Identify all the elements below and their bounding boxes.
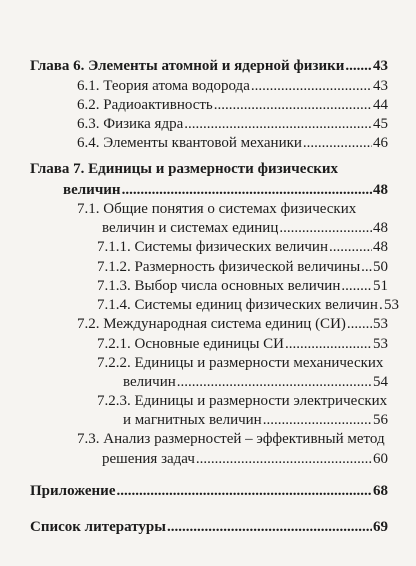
toc-entry-label: и магнитных величин <box>123 412 262 428</box>
toc-entry-label: 6.2. Радиоактивность <box>77 97 213 113</box>
toc-entry-chapter-6[interactable] <box>30 53 388 75</box>
toc-leader-dots <box>303 134 372 152</box>
toc-page-number: 53 <box>383 297 399 313</box>
toc-leader-dots <box>196 450 372 468</box>
toc-entry-7-2-3[interactable] <box>123 407 388 429</box>
toc-entry-label: 7.2. Международная система единиц (СИ) <box>77 316 346 332</box>
toc-page-number: 69 <box>373 519 388 535</box>
toc-leader-dots <box>122 181 372 199</box>
toc-entry-label: величин и системах единиц <box>102 220 279 236</box>
toc-leader-dots <box>285 335 372 353</box>
toc-entry-7-1-line1[interactable]: 7.1. Общие понятия о системах физических <box>77 201 357 217</box>
toc-entry-7-1-1[interactable] <box>97 234 388 256</box>
toc-entry-label: величин <box>123 374 176 390</box>
toc-page-number: 60 <box>373 451 388 467</box>
toc-entry-label: величин <box>63 182 121 198</box>
toc-page-number: 43 <box>373 78 388 94</box>
toc-entry-chapter-7[interactable] <box>63 177 388 199</box>
toc-page-number: 53 <box>373 316 388 332</box>
toc-entry-chapter-7-line1[interactable]: Глава 7. Единицы и размерности физических <box>30 161 339 177</box>
toc-entry-7-3-line1[interactable]: 7.3. Анализ размерностей – эффективный метод <box>77 431 385 447</box>
toc-leader-dots <box>167 518 372 536</box>
toc-page-number: 45 <box>373 116 388 132</box>
toc-entry-label: 7.1.3. Выбор числа основных величин <box>97 278 341 294</box>
toc-leader-dots <box>263 411 372 429</box>
toc-entry-label: Список литературы <box>30 519 166 535</box>
toc-page-number: 46 <box>373 135 388 151</box>
toc-page-number: 48 <box>373 239 388 255</box>
toc-entry-label: 6.4. Элементы квантовой механики <box>77 135 302 151</box>
toc-page-number: 48 <box>373 182 388 198</box>
toc-page-number: 54 <box>373 374 388 390</box>
toc-entry-bibliography[interactable] <box>30 514 388 536</box>
toc-page-number: 68 <box>373 483 388 499</box>
toc-leader-dots <box>177 373 372 391</box>
toc-entry-label: 7.1.4. Системы единиц физических величин <box>97 297 378 313</box>
toc-page-number: 56 <box>373 412 388 428</box>
toc-entry-label: 6.3. Физика ядра <box>77 116 184 132</box>
toc-leader-dots <box>116 482 372 500</box>
toc-entry-appendix[interactable] <box>30 478 388 500</box>
toc-entry-label: 7.1.1. Системы физических величин <box>97 239 328 255</box>
toc-entry-7-3[interactable] <box>102 446 388 468</box>
toc-entry-7-2[interactable] <box>77 311 388 333</box>
toc-entry-7-2-3-line1[interactable]: 7.2.3. Единицы и размерности электрических <box>97 393 388 409</box>
toc-entry-7-2-1[interactable] <box>97 331 388 353</box>
toc-entry-7-2-2[interactable] <box>123 369 388 391</box>
toc-entry-label: 6.1. Теория атома водорода <box>77 78 250 94</box>
toc-page-number: 53 <box>373 336 388 352</box>
toc-page-number: 48 <box>373 220 388 236</box>
toc-entry-label: Приложение <box>30 483 116 499</box>
toc-page-number: 44 <box>373 97 388 113</box>
toc-entry-6-4[interactable] <box>77 130 388 152</box>
toc-page-number: 50 <box>373 259 388 275</box>
toc-entry-label: решения задач <box>102 451 195 467</box>
toc-page-number: 51 <box>373 278 388 294</box>
toc-entry-label: Глава 6. Элементы атомной и ядерной физики <box>30 58 345 74</box>
toc-entry-label: 7.2.1. Основные единицы СИ <box>97 336 284 352</box>
toc-page-number: 43 <box>373 58 388 74</box>
toc-entry-label: 7.1.2. Размерность физической величины <box>97 259 361 275</box>
toc-entry-7-2-2-line1[interactable]: 7.2.2. Единицы и размерности механических <box>97 355 384 371</box>
